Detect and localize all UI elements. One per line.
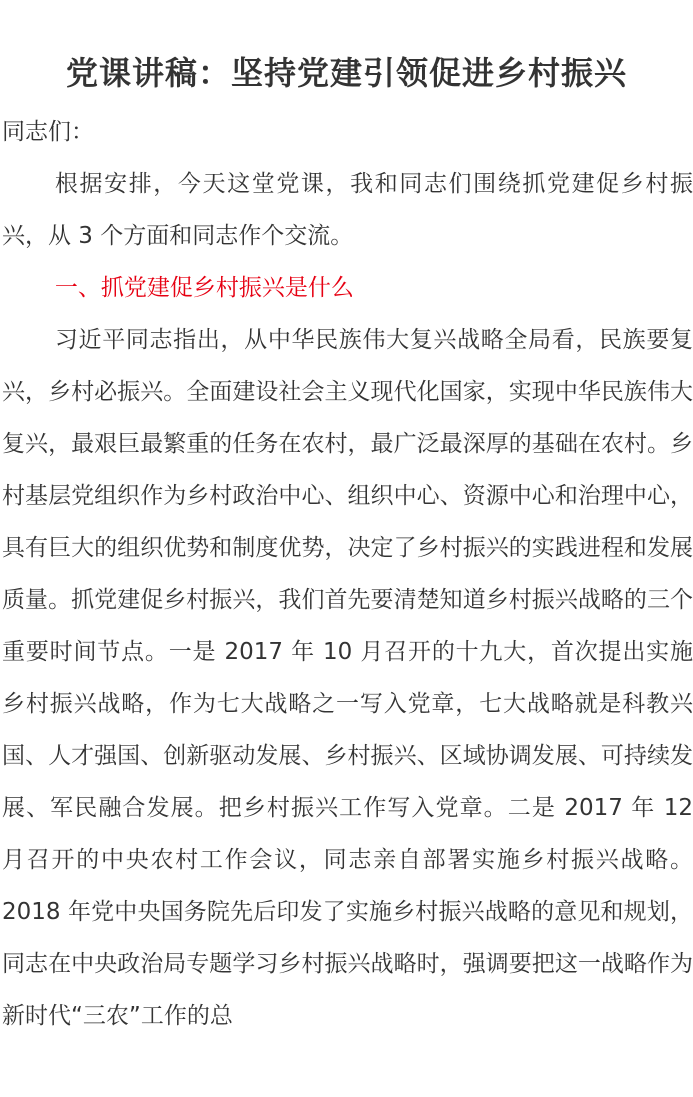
intro-paragraph: 根据安排，今天这堂党课，我和同志们围绕抓党建促乡村振兴，从 3 个方面和同志作个交流。: [2, 171, 693, 249]
document-body: [2, 106, 693, 1042]
document-title: 党课讲稿：坚持党建引领促进乡村振兴: [65, 54, 627, 93]
section-1-paragraph: 习近平同志指出，从中华民族伟大复兴战略全局看，民族要复兴，乡村必振兴。全面建设社会主义现代化国家，实现中华民族伟大复兴，最艰巨最繁重的任务在农村，最广泛最深厚的基础在农村。乡村基层党组织作为乡村政治中心、组织中心、资源中心和治理中心，具有巨大的组织优势和制度优势，决定了乡村振兴的实践进程和发展质量。抓党建促乡村振兴，我们首先要清楚知道乡村振兴战略的三个重要时间节点。一是 2017 年 10 月召开的十九大，首次提出实施乡村振兴战略，作为七大战略之一写入党章，七大战略就是科教兴国、人才强国、创新驱动发展、乡村振兴、区域协调发展、可持续发展、军民融合发展。把乡村振兴工作写入党章。二是 2017 年 12 月召开的中央农村工作会议，同志亲自部署实施乡村振兴战略。2018 年党中央国务院先后印发了实施乡村振兴战略的意见和规划，同志在中央政治局专题学习乡村振兴战略时，强调要把这一战略作为新时代“三农”工作的总: [2, 327, 693, 1029]
salutation: 同志们：: [2, 119, 94, 145]
section-1-heading: 一、抓党建促乡村振兴是什么: [54, 275, 354, 301]
